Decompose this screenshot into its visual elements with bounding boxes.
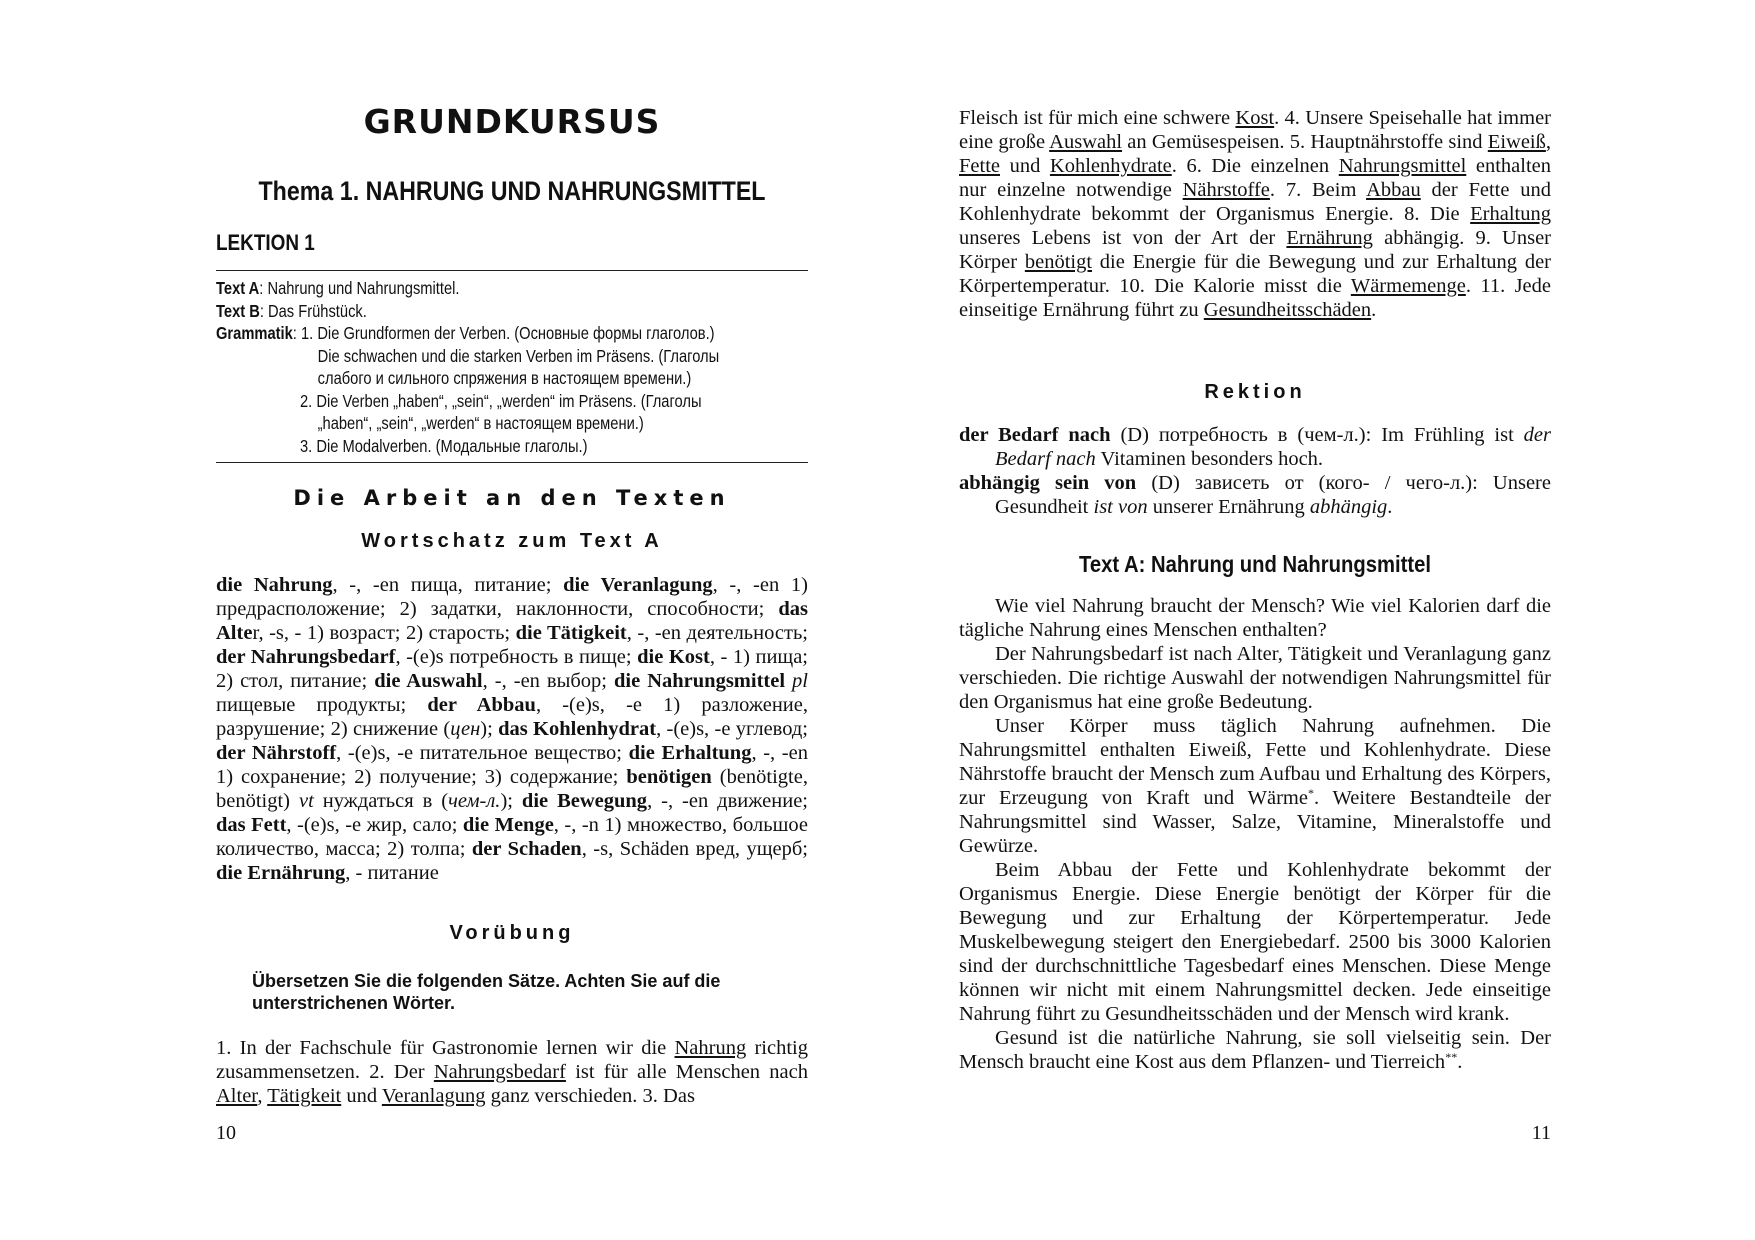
paragraph: Beim Abbau der Fette und Kohlenhydrate bekommt der Organismus Energie. Diese Energie benötigt der Körper für die Bewegung und zur Erhaltung der Körpertemperatur. Jede Muskelbewegung steigert den Energiebedarf. 2500 bis 3000 Kalorien sind der durchschnittliche Tagesbedarf eines Menschen. Diese Menge können wir nicht mit einem Nahrungsmittel decken. Jede einseitige Nahrung führt zu Gesundheitsschäden und der Mensch wird krank. xyxy=(959,859,1551,1025)
lesson-title: LEKTION 1 xyxy=(216,230,315,255)
page-number-right: 11 xyxy=(1531,1122,1551,1144)
headword: der Nährstoff xyxy=(216,742,337,764)
text-run: der Fette und Kohlenhydrate bekommt der Organismus Energie. 8. Die xyxy=(959,179,1551,225)
text-run: Vitaminen besonders hoch. xyxy=(1095,448,1324,470)
text-run: , -, -en 1) сохранение; 2) получение; 3) содержание; xyxy=(216,742,808,788)
text-run: richtig zusammensetzen. 2. Der xyxy=(216,1037,808,1083)
underlined-term: Kohlenhydrate xyxy=(1049,155,1172,177)
underlined-term: Nahrung xyxy=(674,1037,747,1059)
text-run: , -, -en 1) предрасположение; 2) задатки, наклонности, способности; xyxy=(216,574,808,620)
underlined-term: Auswahl xyxy=(1049,131,1123,153)
underlined-term: Ernährung xyxy=(1286,227,1373,249)
italic-text: abhängig xyxy=(1309,496,1388,518)
text-run: , - питание xyxy=(345,862,439,884)
grammar-item-1-line-3: слабого и сильного спряжения в настоящем времени.) xyxy=(317,368,692,388)
text-run: und xyxy=(341,1085,382,1107)
text-run: , -(e)s потребность в пище; xyxy=(395,646,638,668)
text-b-label: Text B xyxy=(216,300,260,321)
text-run: die Energie für die Bewegung und zur Erhaltung der Körpertemperatur. 10. Die Kalorie misst die xyxy=(959,251,1551,297)
underlined-term: Alter xyxy=(216,1085,258,1107)
text-a-label: Text A xyxy=(216,278,260,298)
text-run: (benötigte, benötigt) xyxy=(216,766,808,812)
text-run: (D) зависеть от (кого- / чего-л.): Unsere Gesundheit xyxy=(995,472,1551,518)
text-b-entry: : Das Frühstück. xyxy=(259,300,367,321)
underlined-term: Wärmemenge xyxy=(1350,275,1466,297)
text-run: , -, -n 1) множество, большое количество, масса; 2) толпа; xyxy=(216,814,809,860)
grammar-item-3: 3. Die Modalverben. (Модальные глаголы.) xyxy=(300,435,588,456)
underlined-term: Kost xyxy=(1235,107,1275,129)
exercise-sentences-continued xyxy=(959,106,1551,322)
headword: der Schaden xyxy=(471,838,582,860)
text-run: . xyxy=(1387,496,1393,518)
italic-text: ist von xyxy=(1093,496,1148,518)
text-run: ist für alle Menschen nach xyxy=(565,1061,808,1083)
divider-top xyxy=(216,270,808,271)
text-run: ); xyxy=(500,790,522,812)
section-heading-arbeit: Die Arbeit an den Texten xyxy=(293,486,731,510)
text-run: an Gemüsespeisen. 5. Hauptnährstoffe sind xyxy=(1122,131,1488,153)
paragraph xyxy=(959,714,1551,858)
underlined-term: benötigt xyxy=(1024,251,1093,273)
text-a-entry: : Nahrung und Nahrungsmittel. xyxy=(259,278,460,298)
exercise-instruction: Übersetzen Sie die folgenden Sätze. Achten Sie auf die unterstrichenen Wörter. xyxy=(252,971,721,1013)
italic-text: vt xyxy=(298,790,314,812)
page-number-left: 10 xyxy=(216,1122,236,1144)
paragraph: Wie viel Nahrung braucht der Mensch? Wie viel Kalorien darf die tägliche Nahrung eines Menschen enthalten? xyxy=(959,595,1551,641)
text-run: ganz verschieden. 3. Das xyxy=(485,1085,695,1107)
headword: die Nahrung xyxy=(216,574,333,596)
text-run: , -(e)s, -e углевод; xyxy=(656,718,808,740)
text-run: , -s, Schäden вред, ущерб; xyxy=(581,838,809,860)
underlined-term: Eiweiß xyxy=(1487,131,1546,153)
text-run: , -, -en выбор; xyxy=(482,670,615,692)
rektion-list xyxy=(959,423,1551,519)
rektion-entry-abhaengig xyxy=(959,471,1551,519)
text-run: Fleisch ist für mich eine schwere xyxy=(959,107,1236,129)
paragraph-text: Gesund ist die natürliche Nahrung, sie soll vielseitig sein. Der Mensch braucht eine Kost aus dem Pflanzen- und Tierreich xyxy=(959,1027,1551,1073)
rektion-entry-bedarf xyxy=(959,423,1551,471)
headword: der Abbau xyxy=(427,694,536,716)
exercise-sentences xyxy=(216,1036,808,1108)
text-run: 1. In der Fachschule für Gastronomie lernen wir die xyxy=(216,1037,675,1059)
text-run: , xyxy=(1545,131,1551,153)
text-run: (D) потребность в (чем-л.): Im Frühling ist xyxy=(1110,424,1524,446)
text-run: пищевые продукты; xyxy=(216,694,428,716)
text-run: unserer Ernährung xyxy=(1147,496,1310,518)
text-run: , -(e)s, -e питательное вещество; xyxy=(336,742,629,764)
text-run: unseres Lebens ist von der Art der xyxy=(959,227,1287,249)
text-run: , xyxy=(257,1085,268,1107)
grammatik-label: Grammatik xyxy=(216,323,293,343)
underlined-term: Gesundheitsschäden xyxy=(1203,299,1372,321)
text-run: . 6. Die einzelnen xyxy=(1171,155,1339,177)
underlined-term: Erhaltung xyxy=(1470,203,1551,225)
section-heading-vorubung: Vorübung xyxy=(449,922,575,944)
grammar-item-1-line-2: Die schwachen und die starken Verben im Präsens. (Глаголы xyxy=(317,345,720,366)
paragraph xyxy=(959,1026,1551,1074)
italic-text: pl xyxy=(792,670,808,692)
text-run: , -(e)s, -e жир, сало; xyxy=(286,814,463,836)
text-run: , - 1) пища; 2) стол, питание; xyxy=(216,646,808,692)
headword: das Alte xyxy=(216,598,808,644)
italic-text: цен xyxy=(450,718,481,740)
headword: das Fett xyxy=(216,814,287,836)
paragraph-text: . xyxy=(1457,1051,1463,1073)
headword: die Tätigkeit xyxy=(515,622,627,644)
theme-title: Thema 1. NAHRUNG UND NAHRUNGSMITTEL xyxy=(258,176,766,206)
headword: abhängig sein von xyxy=(959,472,1137,494)
headword: die Veranlagung xyxy=(563,574,713,596)
headword: die Kost xyxy=(637,646,710,668)
underlined-term: Nahrungsbedarf xyxy=(433,1061,566,1083)
text-run: , -, -en деятельность; xyxy=(626,622,808,644)
paragraph-text: . Weitere Bestandteile der Nahrungsmittel sind Wasser, Salze, Vitamine, Mineralstoffe und Gewürze. xyxy=(959,787,1551,857)
paragraph: Der Nahrungsbedarf ist nach Alter, Tätigkeit und Veranlagung ganz verschieden. Die richtige Auswahl der notwendigen Nahrungsmittel für den Organismus hat eine große Bedeutung. xyxy=(959,643,1551,713)
underlined-term: Abbau xyxy=(1366,179,1421,201)
footnote-marker: ** xyxy=(1445,1050,1458,1064)
headword: die Ernährung xyxy=(216,862,346,884)
underlined-term: Nährstoffe xyxy=(1182,179,1270,201)
headword: die Menge xyxy=(462,814,554,836)
headword: die Auswahl xyxy=(374,670,483,692)
text-run: . 7. Beim xyxy=(1269,179,1367,201)
text-run: enthalten nur einzelne notwendige xyxy=(959,155,1551,201)
italic-text: der Bedarf nach xyxy=(995,424,1551,470)
text-run: ); xyxy=(480,718,499,740)
headword: die Bewegung xyxy=(521,790,648,812)
headword: benötigen xyxy=(626,766,712,788)
section-heading-rektion: Rektion xyxy=(1204,381,1306,403)
headword: der Nahrungsbedarf xyxy=(216,646,396,668)
divider-bottom xyxy=(216,462,808,463)
text-run xyxy=(785,670,792,692)
headword: der Bedarf nach xyxy=(959,424,1111,446)
text-run: , -, -en пища, питание; xyxy=(332,574,564,596)
section-heading-wortschatz: Wortschatz zum Text A xyxy=(361,530,663,552)
text-run: , -, -en движение; xyxy=(647,790,808,812)
text-a-body xyxy=(959,594,1551,1074)
italic-text: чем-л. xyxy=(448,790,501,812)
grammar-item-2: 2. Die Verben „haben“, „sein“, „werden“ im Präsens. (Глаголы xyxy=(300,390,702,411)
lesson-overview xyxy=(216,277,737,457)
underlined-term: Fette xyxy=(959,155,1000,177)
text-run: r, -s, - 1) возраст; 2) старость; xyxy=(252,622,516,644)
grammar-item-2-line-2: „haben“, „sein“, „werden“ в настоящем времени.) xyxy=(317,413,644,433)
text-run: , -(e)s, -e 1) разложение, разрушение; 2) снижение ( xyxy=(216,694,808,740)
underlined-term: Tätigkeit xyxy=(267,1085,342,1107)
book-title: GRUNDKURSUS xyxy=(363,102,661,141)
text-run: нуждаться в ( xyxy=(313,790,449,812)
text-run: und xyxy=(1000,155,1050,177)
paragraph-text: Unser Körper muss täglich Nahrung aufnehmen. Die Nahrungsmittel enthalten Eiweiß, Fette und Kohlenhydrate. Diese Nährstoffe braucht der Mensch zum Aufbau und Erhaltung des Körpers, zur Erzeugung von Kraft und Wärme xyxy=(959,715,1551,809)
text-run: . 11. Jede einseitige Ernährung führt zu xyxy=(959,275,1552,321)
headword: das Kohlenhydrat xyxy=(498,718,657,740)
text-run: . xyxy=(1371,299,1377,321)
text-run: . 4. Unsere Speisehalle hat immer eine große xyxy=(959,107,1551,153)
vocabulary-list xyxy=(216,573,808,885)
grammar-item-1: : 1. Die Grundformen der Verben. (Основные формы глаголов.) xyxy=(292,323,715,343)
footnote-marker: * xyxy=(1307,786,1314,800)
underlined-term: Nahrungsmittel xyxy=(1338,155,1467,177)
text-run: abhängig. 9. Unser Körper xyxy=(959,227,1551,273)
headword: die Erhaltung xyxy=(628,742,752,764)
text-a-title: Text A: Nahrung und Nahrungsmittel xyxy=(1079,551,1431,577)
headword: die Nahrungsmittel xyxy=(614,670,786,692)
underlined-term: Veranlagung xyxy=(381,1085,486,1107)
